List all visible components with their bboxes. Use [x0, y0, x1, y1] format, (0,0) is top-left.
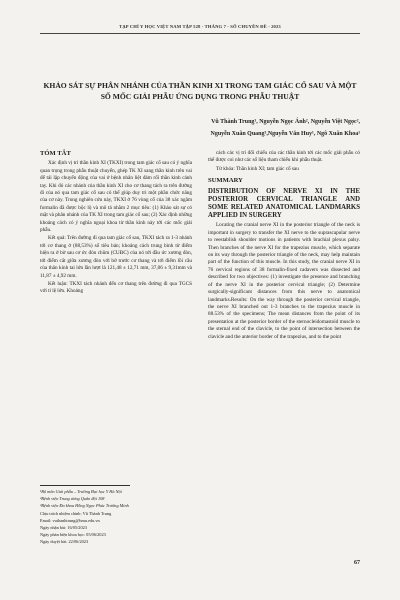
- page-number: 67: [354, 560, 360, 566]
- abstract-continuation: cách các vị trí đối chiếu của các thần kinh tới các mốc giải phẫu có thể được coi như các số liệu tham chiếu khi phẫu thuật.: [208, 150, 360, 164]
- date-received: Ngày nhận bài: 16/05/2023: [40, 525, 87, 531]
- abstract-paragraph-3: Kết luận: TKXI tách nhánh đến cơ thang trên đường đi qua TGCS với tỉ lệ lớn. Khoảng: [40, 280, 192, 295]
- keywords: Từ khóa: Thần kinh XI; tam giác cổ sau: [216, 165, 299, 172]
- abstract-paragraph-1: Xác định vị trí thần kinh XI (TKXI) trong tam giác cổ sau có ý nghĩa quan trọng trong phẫu thuật chuyển, ghép TK XI sang thần kinh trên vai để tái lập chuyển động của vai ở bệnh nhân liệt đám rối thần kinh cánh tay. Khi đó các nhánh của thần kinh XI cho cơ thang tách ra trên đường đi của nó qua tam giác cổ sau có thể giúp duy trì một phần chức năng của cơ này. Trong nghiên cứu này, TKXI ở 76 vùng cổ của 38 xác ngâm formalin đã được bộc lộ và mô tả nhằm 2 mục tiêu: (1) Khảo sát sự có mặt và phân nhánh của TK XI trong tam giác cổ sau; (2) Xác định những khoảng cách có ý nghĩa ngoại khoa từ thần kinh này tới các mốc giải phẫu.: [40, 160, 192, 234]
- date-accepted: Ngày duyệt bài: 22/06/2023: [40, 539, 89, 545]
- footnote-rule: [40, 485, 130, 486]
- date-reviewed: Ngày phản biện khoa học: 05/06/2023: [40, 532, 106, 538]
- author-line-1: Vũ Thành Trung¹, Nguyễn Ngọc Ánh², Nguyễn Việt Ngọc²,: [211, 119, 360, 125]
- right-column: [208, 150, 360, 342]
- footnote-3: ³Bệnh viện Đa khoa Hồng Ngọc Phúc Trường Minh: [40, 503, 129, 509]
- abstract-paragraph-2: Kết quả: Trên đường đi qua tam giác cổ sau, TKXI tách ra 1-3 nhánh tới cơ thang ở (88,53%) số tiêu bản; khoảng cách trung bình từ điểm hiện ra ở bờ sau cơ ức đòn chũm (CUĐC) của nó tới đầu ức xương đòn, tới điểm cắt giữa xương đòn với bờ trước cơ thang và tới điểm lồi cầu của thân kinh tai lớn lần lượt là 121,48 ± 12,71 mm, 37,06 ± 9,31mm và 11,87 ± 4,92 mm.: [40, 235, 192, 279]
- journal-header: TẠP CHÍ Y HỌC VIỆT NAM TẬP 528 - THÁNG 7 - SỐ CHUYÊN ĐỀ - 2023: [119, 24, 281, 29]
- footnotes: [40, 488, 200, 546]
- summary-heading: SUMMARY: [208, 177, 243, 185]
- header-rule: [40, 33, 360, 34]
- article-title: KHẢO SÁT SỰ PHÂN NHÁNH CỦA THẦN KINH XI TRONG TAM GIÁC CỔ SAU VÀ MỘT SỐ MỐC GIẢI PHẪU ỨNG DỤNG TRONG PHẪU THUẬT: [43, 81, 357, 101]
- email: Email: vuthanhtrung@hmu.edu.vn: [40, 517, 100, 523]
- english-abstract: Locating the cranial nerve XI in the posterior triangle of the neck is important in surgery to transfer the XI nerve to the suprascapular nerve to reestablish shoulder motions in patients with brachial plexus palsy. Then branches of the nerve XI for the trapezius muscle, which separate on its way through the posterior triangle of the neck, may help maintain part of the function of this muscle. In this study, the cranial nerve XI in 76 cervical regions of 38 formalin-fixed cadavers was dissected and described for two objectives: (1) investigate the presence and branching of the nerve XI in the posterior cervical triangle; (2) Determine surgically-significant distances from this nerve to anatomical landmarks.Results: On the way through the posterior cervical triangle, the nerve XI branched out 1-3 branches to the trapezius muscle in 88.53% of the specimens; The mean distances from the point of its presentation at the posterior border of the sternocleidomastoid muscle to the sternal end of the clavicle, to the point of intersection between the clavicle and the anterior border of the trapezius, and to the point: [208, 222, 360, 340]
- corresponding-author: Chịu trách nhiệm chính: Vũ Thành Trung: [40, 510, 112, 516]
- left-column: [40, 150, 192, 297]
- footnote-2: ²Bệnh viện Trung ương Quân đội 108: [40, 496, 105, 502]
- footnote-1: ¹Bộ môn Giải phẫu – Trường Đại học Y Hà Nội: [40, 489, 122, 494]
- english-title: DISTRIBUTION OF NERVE XI IN THE POSTERIOR CERVICAL TRIANGLE AND SOME RELATED ANATOMICAL LANDMARKS APPLIED IN SURGERY: [208, 187, 360, 220]
- author-line-2: Nguyễn Xuân Quang³,Nguyễn Văn Huy¹, Ngô Xuân Khoa¹: [210, 131, 360, 137]
- author-list: [110, 116, 360, 140]
- abstract-heading: TÓM TẮT: [40, 150, 71, 157]
